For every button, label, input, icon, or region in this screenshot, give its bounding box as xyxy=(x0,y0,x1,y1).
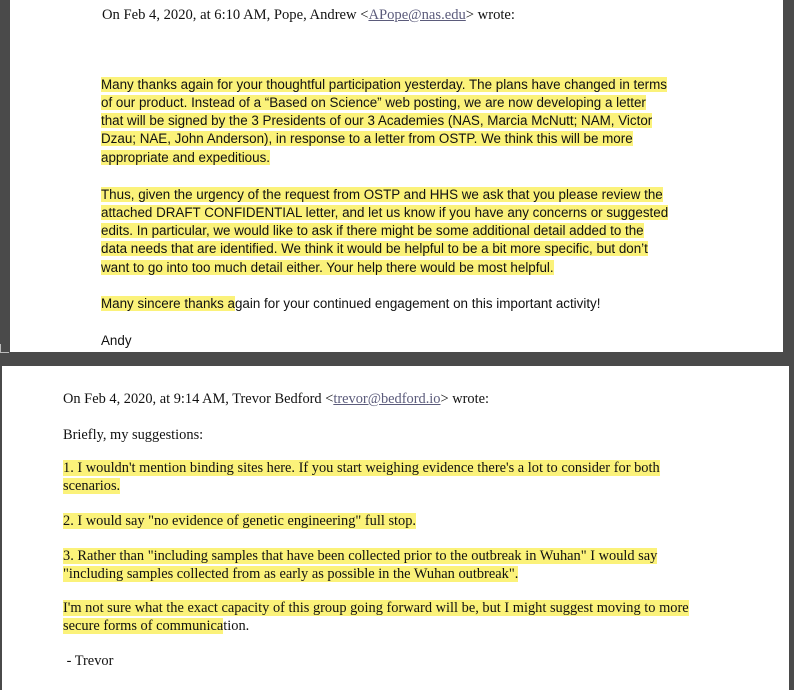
paragraph-line: of our product. Instead of a “Based on Science” web posting, we are now developing a letter xyxy=(101,95,646,110)
paragraph-line: data needs that are identified. We think it would be helpful to be a bit more specific, but don’t xyxy=(101,241,648,256)
email-header-pope xyxy=(102,7,515,24)
paragraph-line: Many thanks again for your thoughtful participation yesterday. The plans have changed in terms xyxy=(101,77,667,92)
closing-line: I'm not sure what the exact capacity of this group going forward will be, but I might suggest moving to more xyxy=(63,600,689,616)
paragraph-line: attached DRAFT CONFIDENTIAL letter, and let us know if you have any concerns or suggested xyxy=(101,205,669,220)
header-suffix: > wrote: xyxy=(440,391,489,407)
email-link[interactable]: APope@nas.edu xyxy=(368,7,466,23)
suggestion-2-line: 2. I would say "no evidence of genetic engineering" full stop. xyxy=(63,513,417,529)
header-prefix: On Feb 4, 2020, at 6:10 AM, Pope, Andrew < xyxy=(102,7,369,23)
paragraph-line: want to go into too much detail either. Your help there would be most helpful. xyxy=(101,260,554,275)
document-page-2 xyxy=(2,366,789,690)
suggestion-1-line: 1. I wouldn't mention binding sites here. If you start weighing evidence there's a lot to consider for both xyxy=(63,460,660,476)
paragraph-line: Dzau; NAE, John Anderson), in response to a letter from OSTP. We think this will be more xyxy=(101,131,633,146)
suggestion-3-line: 3. Rather than "including samples that have been collected prior to the outbreak in Wuhan" I would say xyxy=(63,548,658,564)
intro-line: Briefly, my suggestions: xyxy=(63,427,204,443)
paragraph-line: edits. In particular, we would like to ask if there might be some additional detail added to the xyxy=(101,223,644,238)
email-link[interactable]: trevor@bedford.io xyxy=(333,391,441,407)
header-suffix: > wrote: xyxy=(465,7,515,23)
paragraph-line: appropriate and expeditious. xyxy=(101,150,270,165)
document-page-1 xyxy=(10,0,783,352)
suggestion-3-line: "including samples collected from as early as possible in the Wuhan outbreak". xyxy=(63,566,519,582)
page-corner-mark xyxy=(0,344,9,353)
closing-line: secure forms of communication. xyxy=(63,618,250,634)
signoff-trevor: - Trevor xyxy=(63,653,114,669)
paragraph-line: Thus, given the urgency of the request from OSTP and HHS we ask that you please review the xyxy=(101,187,663,202)
paragraph-line: Many sincere thanks again for your continued engagement on this important activity! xyxy=(101,296,601,311)
paragraph-line: that will be signed by the 3 Presidents of our 3 Academies (NAS, Marcia McNutt; NAM, Victor xyxy=(101,113,653,128)
suggestion-1-line: scenarios. xyxy=(63,478,121,494)
email-header-bedford xyxy=(63,391,489,408)
header-prefix: On Feb 4, 2020, at 9:14 AM, Trevor Bedford < xyxy=(63,391,334,407)
signoff-andy: Andy xyxy=(101,333,132,348)
